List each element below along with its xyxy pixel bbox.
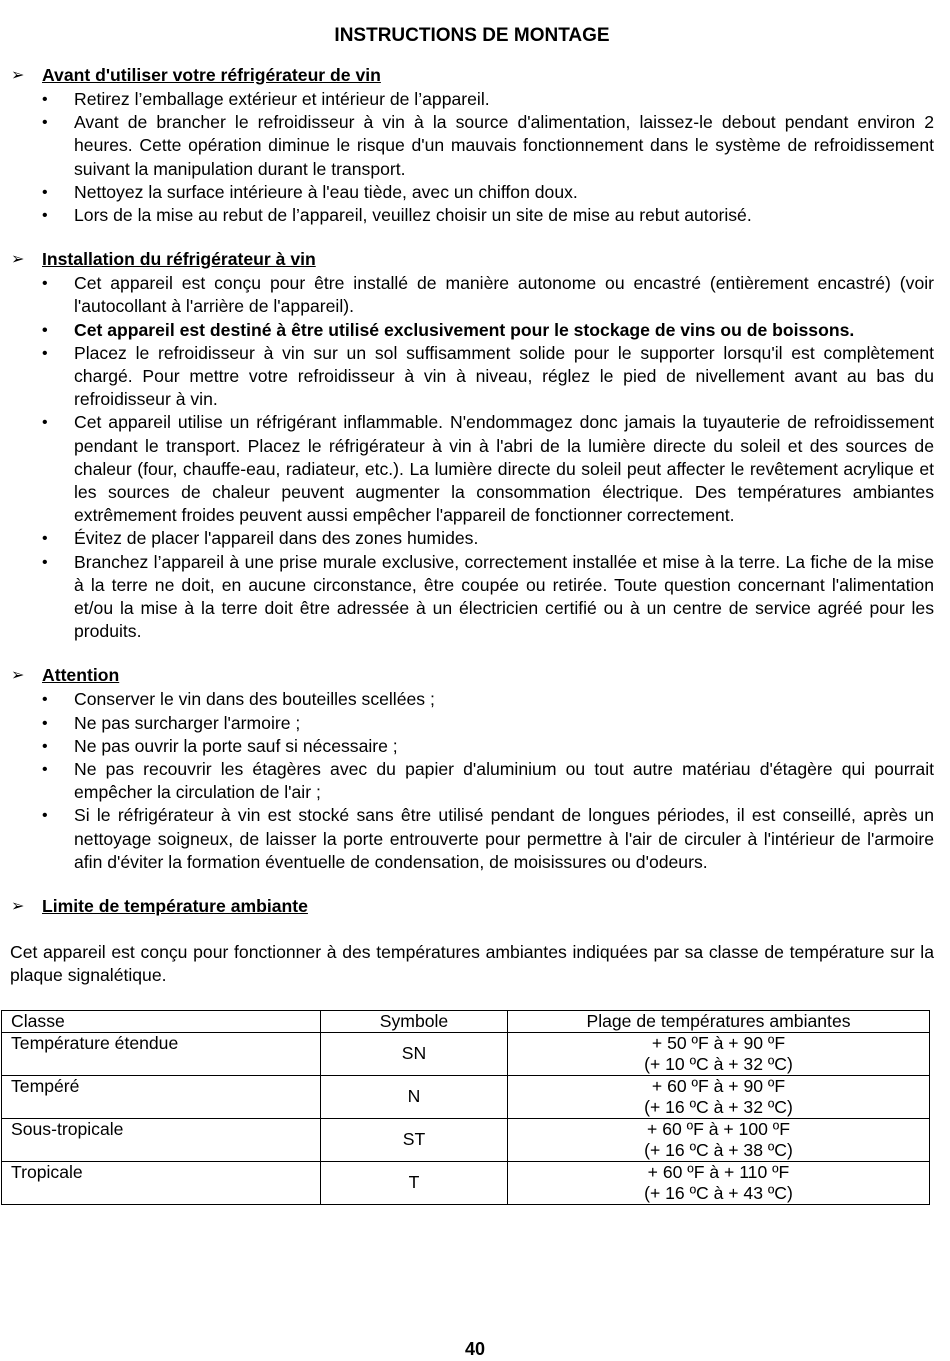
- page-title: INSTRUCTIONS DE MONTAGE: [334, 25, 610, 46]
- list-item: [10, 342, 934, 412]
- list-item-text: Évitez de placer l'appareil dans des zones humides.: [74, 528, 479, 549]
- cell-plage: [508, 1118, 930, 1161]
- range-celsius: (+ 10 ºC à + 32 ºC): [644, 1053, 793, 1074]
- range-celsius: (+ 16 ºC à + 43 ºC): [644, 1182, 793, 1203]
- section-title: Avant d'utiliser votre réfrigérateur de vin: [42, 65, 381, 85]
- arrow-bullet-icon: ➢: [11, 667, 25, 685]
- document-page: [10, 22, 934, 1205]
- section-before-use: [10, 64, 934, 227]
- cell-classe: Tropicale: [2, 1161, 321, 1204]
- list-item-text: Ne pas ouvrir la porte sauf si nécessaire ;: [74, 735, 398, 756]
- list-item-text: Retirez l’emballage extérieur et intérieur de l’appareil.: [74, 89, 490, 109]
- list-item-text: Ne pas surcharger l'armoire ;: [74, 712, 301, 733]
- cell-plage: [508, 1032, 930, 1075]
- list-item: [10, 758, 934, 804]
- bullet-dot-icon: •: [42, 275, 48, 293]
- bullet-list: [10, 272, 934, 643]
- bullet-dot-icon: •: [42, 114, 48, 132]
- bullet-dot-icon: •: [42, 530, 48, 548]
- section-title: Installation du réfrigérateur à vin: [42, 249, 316, 270]
- cell-symbole: SN: [321, 1032, 508, 1075]
- arrow-bullet-icon: ➢: [11, 898, 25, 916]
- cell-classe: Tempéré: [2, 1075, 321, 1118]
- cell-symbole: N: [321, 1075, 508, 1118]
- range-fahrenheit: + 60 ºF à + 90 ºF: [651, 1075, 786, 1096]
- range-celsius: (+ 16 ºC à + 32 ºC): [644, 1096, 793, 1117]
- bullet-dot-icon: •: [42, 183, 48, 201]
- list-item-text: Nettoyez la surface intérieure à l'eau tiède, avec un chiffon doux.: [74, 181, 578, 202]
- list-item-text: Cet appareil est conçu pour être installé de manière autonome ou encastré (entièrement encastré) (voir l'autocollant à l'arrière de l'appareil).: [74, 273, 934, 317]
- arrow-bullet-icon: ➢: [11, 67, 25, 84]
- section-heading: [10, 64, 934, 88]
- list-item: [10, 735, 934, 758]
- bullet-dot-icon: •: [42, 737, 48, 755]
- list-item: [10, 204, 934, 227]
- section-title: Limite de température ambiante: [42, 896, 308, 917]
- cell-plage: [508, 1075, 930, 1118]
- list-item: [10, 319, 934, 342]
- list-item: [10, 804, 934, 874]
- bullet-dot-icon: •: [42, 807, 48, 825]
- list-item-text: Placez le refroidisseur à vin sur un sol suffisamment solide pour le supporter lorsqu'il est complètement chargé. Pour mettre votre refroidisseur à vin à niveau, réglez le pied de nivellement avant au bas du refroidisseur à vin.: [74, 342, 934, 410]
- bullet-dot-icon: •: [42, 691, 48, 709]
- list-item-text: Lors de la mise au rebut de l’appareil, veuillez choisir un site de mise au rebut autorisé.: [74, 205, 752, 226]
- range-fahrenheit: + 60 ºF à + 110 ºF: [647, 1161, 790, 1182]
- column-header-classe: Classe: [2, 1010, 321, 1032]
- bullet-dot-icon: •: [42, 321, 48, 339]
- table-row: [2, 1161, 930, 1204]
- list-item: [10, 111, 934, 181]
- section-attention: [10, 664, 934, 874]
- bullet-dot-icon: •: [42, 344, 48, 362]
- temperature-intro: Cet appareil est conçu pour fonctionner à des températures ambiantes indiquées par sa classe de température sur la plaque signalétique.: [10, 942, 934, 986]
- range-fahrenheit: + 60 ºF à + 100 ºF: [647, 1118, 790, 1139]
- list-item: [10, 527, 934, 550]
- cell-classe: Température étendue: [2, 1032, 321, 1075]
- section-heading: [10, 895, 934, 919]
- bullet-dot-icon: •: [42, 207, 48, 225]
- range-fahrenheit: + 50 ºF à + 90 ºF: [651, 1032, 786, 1053]
- temperature-class-table: [1, 1010, 930, 1205]
- list-item-text: Ne pas recouvrir les étagères avec du papier d'aluminium ou tout autre matériau d'étagère qui pourrait empêcher la circulation de l'air ;: [74, 759, 934, 803]
- table-row: [2, 1075, 930, 1118]
- column-header-plage: Plage de températures ambiantes: [508, 1010, 930, 1032]
- cell-classe: Sous-tropicale: [2, 1118, 321, 1161]
- cell-plage: [508, 1161, 930, 1204]
- list-item-text: Cet appareil utilise un réfrigérant inflammable. N'endommagez donc jamais la tuyauterie de refroidissement pendant le transport. Placez le réfrigérateur à vin à l'abri de la lumière directe du soleil et des sources de chaleur (four, chauffe-eau, radiateur, etc.). La lumière directe du soleil peut affecter le revêtement acrylique et les sources de chaleur peuvent augmenter la consommation électrique. Des températures ambiantes extrêmement froides peuvent aussi empêcher l'appareil de fonctionner correctement.: [74, 412, 934, 526]
- bullet-list: [10, 688, 934, 874]
- section-title: Attention: [42, 665, 120, 686]
- arrow-bullet-icon: ➢: [11, 251, 25, 269]
- bullet-dot-icon: •: [42, 91, 48, 108]
- bullet-dot-icon: •: [42, 553, 48, 571]
- section-temperature: [10, 895, 934, 1204]
- list-item: [10, 88, 934, 111]
- table-header-row: [2, 1010, 930, 1032]
- column-header-symbole: Symbole: [321, 1010, 508, 1032]
- list-item-text: Cet appareil est destiné à être utilisé exclusivement pour le stockage de vins ou de boissons.: [74, 319, 855, 340]
- table-row: [2, 1118, 930, 1161]
- cell-symbole: ST: [321, 1118, 508, 1161]
- list-item: [10, 411, 934, 527]
- list-item-text: Si le réfrigérateur à vin est stocké sans être utilisé pendant de longues périodes, il est conseillé, après un nettoyage soigneux, de laisser la porte entrouverte pour permettre à l'air de circuler à l'intérieur de l'armoire afin d'éviter la formation éventuelle de condensation, de moisissures ou d'odeurs.: [74, 805, 934, 872]
- list-item-text: Avant de brancher le refroidisseur à vin à la source d'alimentation, laissez-le debout pendant environ 2 heures. Cette opération diminue le risque d'un mauvais fonctionnement dans le système de refroidissement suivant la manipulation durant le transport.: [74, 112, 934, 179]
- bullet-list: [10, 88, 934, 227]
- list-item: [10, 272, 934, 318]
- section-heading: [10, 664, 934, 688]
- list-item: [10, 688, 934, 711]
- bullet-dot-icon: •: [42, 761, 48, 779]
- bullet-dot-icon: •: [42, 714, 48, 732]
- list-item: [10, 181, 934, 204]
- list-item: [10, 551, 934, 644]
- section-installation: [10, 248, 934, 643]
- table-row: [2, 1032, 930, 1075]
- page-number: 40: [464, 1339, 486, 1359]
- bullet-dot-icon: •: [42, 414, 48, 432]
- list-item: [10, 712, 934, 735]
- cell-symbole: T: [321, 1161, 508, 1204]
- section-heading: [10, 248, 934, 272]
- list-item-text: Conserver le vin dans des bouteilles scellées ;: [74, 689, 435, 710]
- range-celsius: (+ 16 ºC à + 38 ºC): [644, 1139, 793, 1160]
- list-item-text: Branchez l’appareil à une prise murale exclusive, correctement installée et mise à la terre. La fiche de la mise à la terre ne doit, en aucune circonstance, être coupée ou retirée. Toute question concernant l'alimentation et/ou la mise à la terre doit être adressée à un électricien certifié ou à un centre de service agréé pour les produits.: [74, 551, 934, 642]
